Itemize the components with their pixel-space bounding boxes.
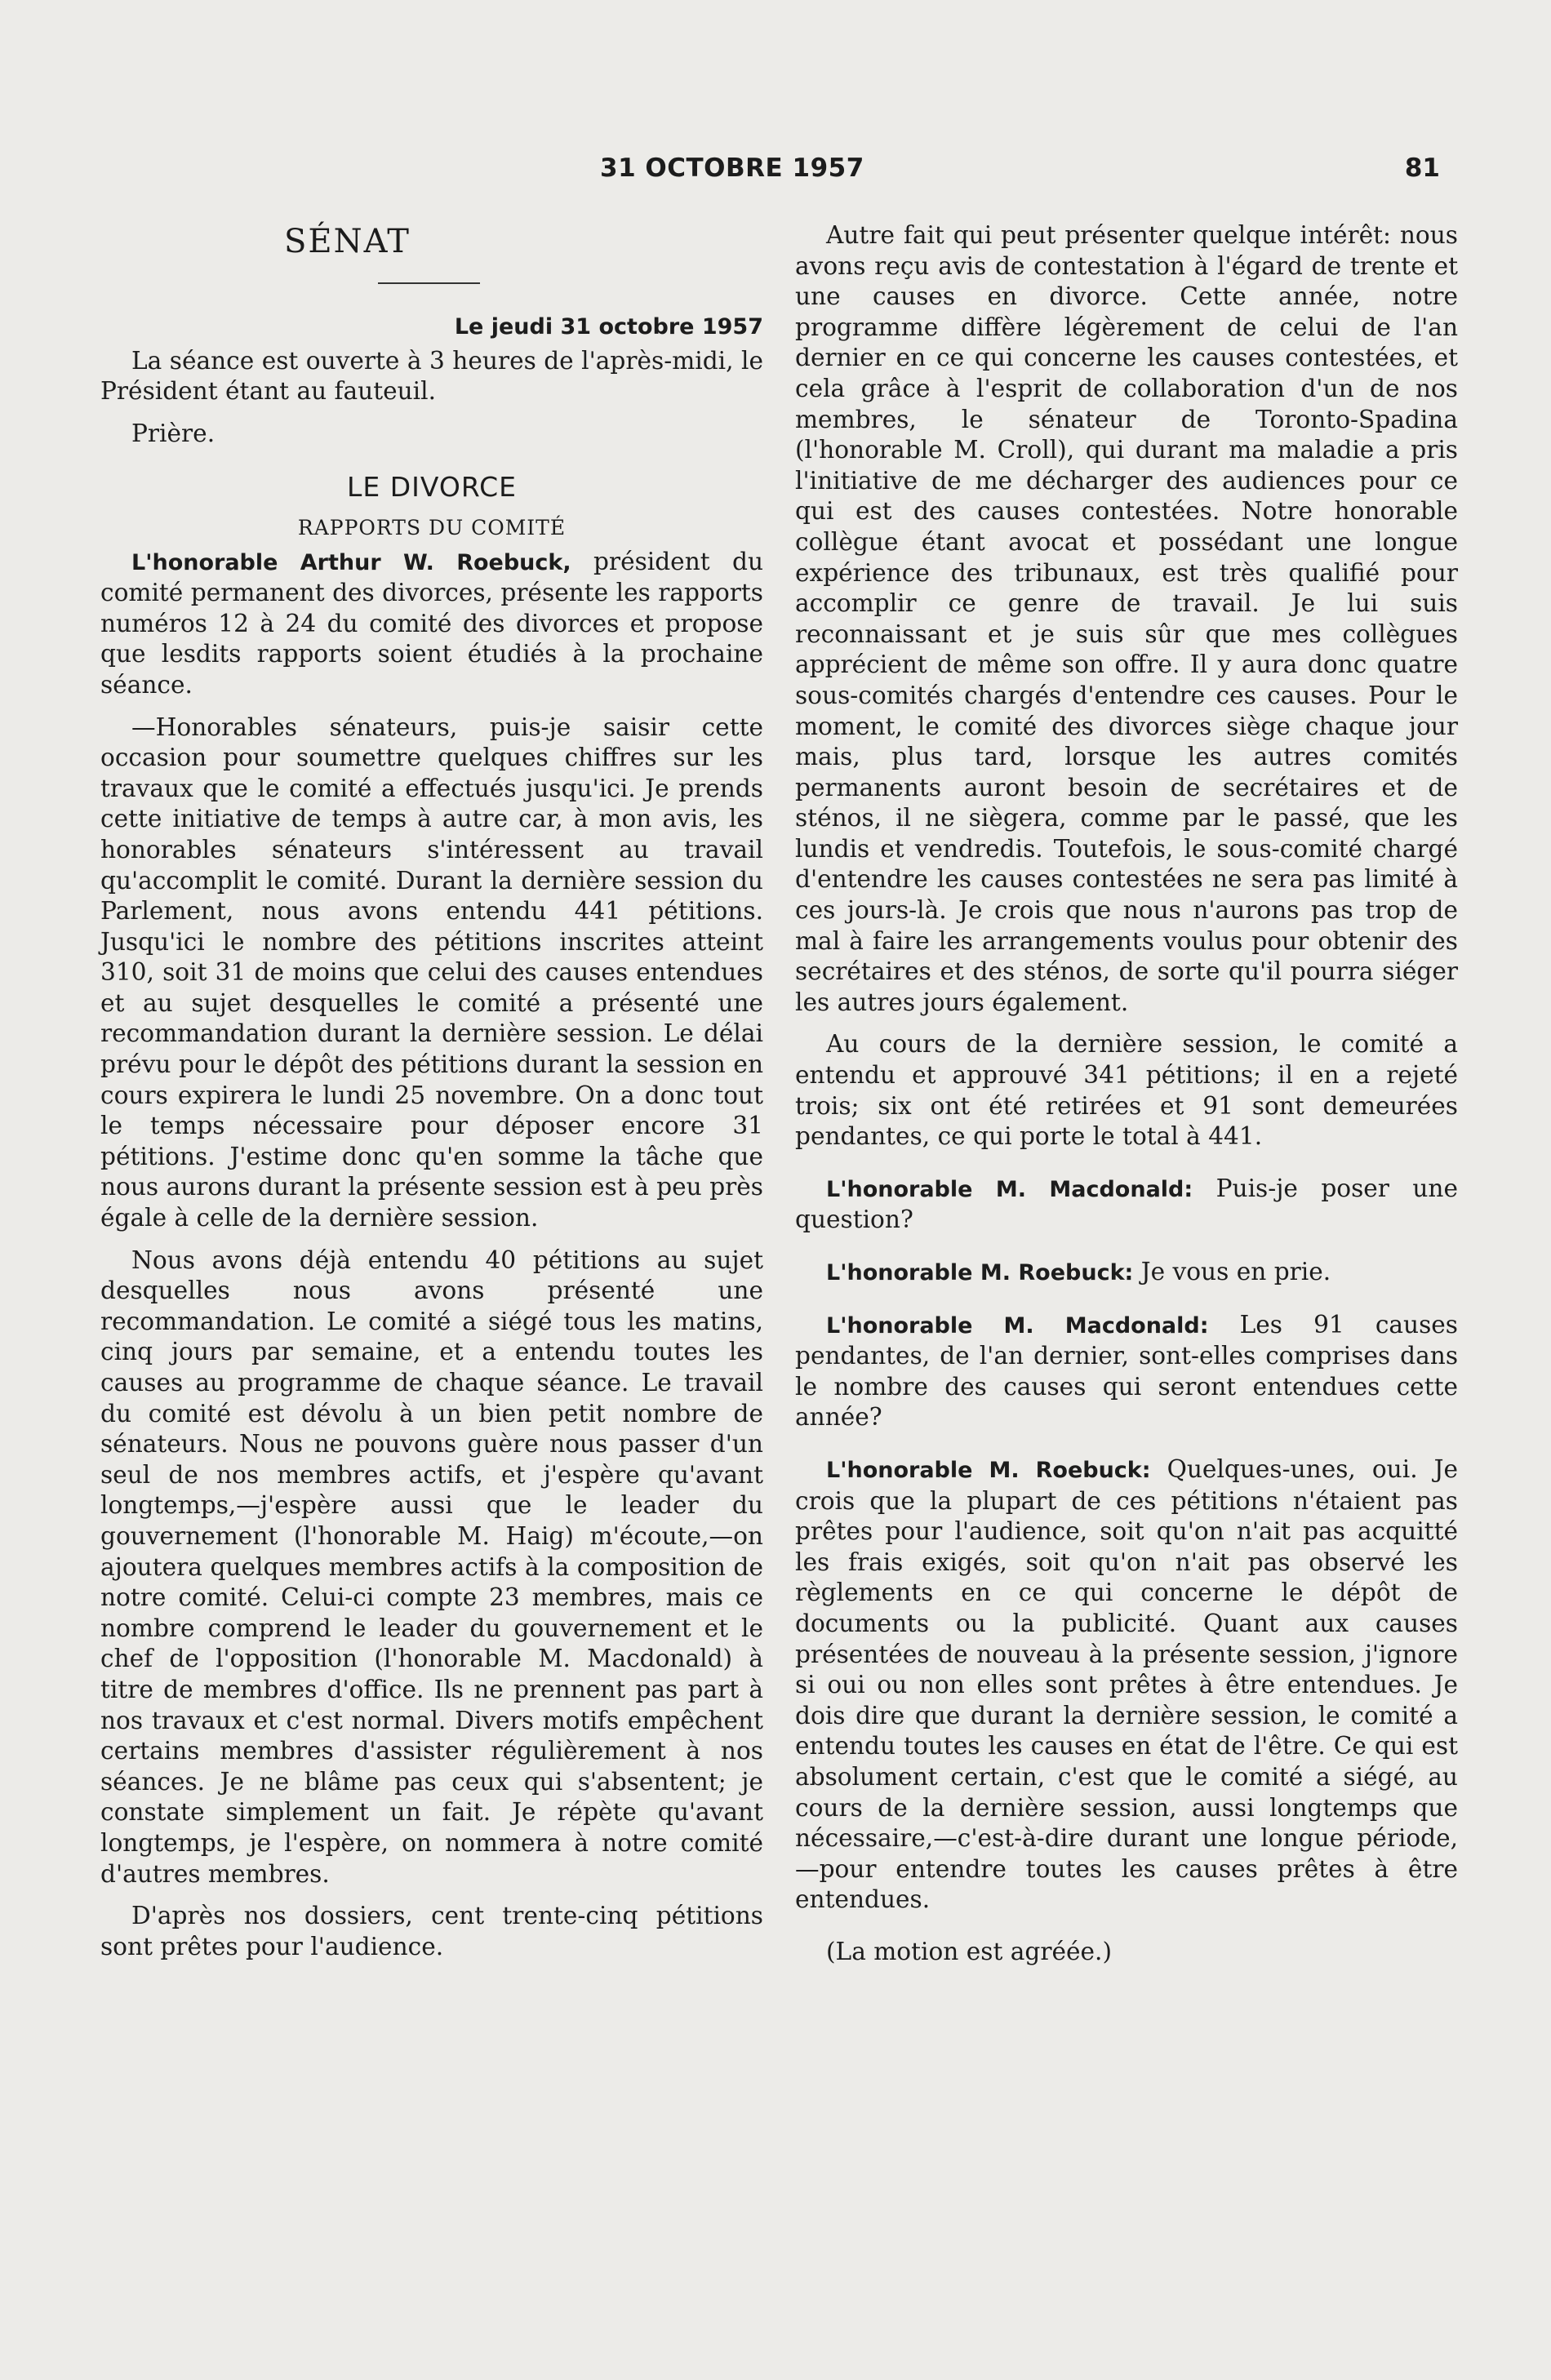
left-column <box>100 222 763 1962</box>
exchange-macdonald-2 <box>795 1310 1458 1433</box>
paragraph-text: Quelques-unes, oui. Je crois que la plupart de ces pétitions n'étaient pas prêtes pour l'audience, soit qu'on n'ait pas acquitté les frais exigés, soit qu'on n'ait pas observé les règlements en ce qui concerne le dépôt de documents ou la publicité. Quant aux causes présentées de nouveau à la présente session, j'ignore si oui ou non elles sont prêtes à être entendues. Je dois dire que durant la dernière session, le comité a entendu toutes les causes en état de l'être. Ce qui est absolument certain, c'est que le comité a siégé, au cours de la dernière session, aussi longtemps que nécessaire,—c'est-à-dire durant une longue période,—pour entendre toutes les causes prêtes à être entendues. <box>795 1454 1459 1914</box>
speaker-name: L'honorable M. Macdonald: <box>826 1312 1209 1339</box>
right-column <box>795 220 1458 1967</box>
exchange-roebuck-2 <box>795 1454 1458 1916</box>
title-rule <box>378 282 480 284</box>
session-date: Le jeudi 31 octobre 1957 <box>454 314 763 340</box>
paragraph-committee-work: Nous avons déjà entendu 40 pétitions au sujet desquelles nous avons présenté une recommandation. Le comité a siégé tous les matins, cinq jours par semaine, et a entendu toutes les causes au programme de chaque séance. Le travail du comité est dévolu à un bien petit nombre de sénateurs. Nous ne pouvons guère nous passer d'un seul de nos membres actifs, et j'espère qu'avant longtemps,—j'espère aussi que le leader du gouvernement (l'honorable M. Haig) m'écoute,—on ajoutera quelques membres actifs à la composition de notre comité. Celui-ci compte 23 membres, mais ce nombre comprend le leader du gouvernement et le chef de l'opposition (l'honorable M. Macdonald) à titre de membres d'office. Ils ne prennent pas part à nos travaux et c'est normal. Divers motifs empêchent certains membres d'assister régulièrement à nos séances. Je ne blâme pas ceux qui s'absentent; je constate simplement un fait. Je répète qu'avant longtemps, je l'espère, on nommera à notre comité d'autres membres. <box>100 1246 763 1888</box>
paragraph-text: président du comité permanent des divorces, présente les rapports numéros 12 à 24 du comité des divorces et propose que lesdits rapports soient étudiés à la prochaine séance. <box>100 547 764 699</box>
speaker-name: L'honorable M. Roebuck: <box>826 1457 1151 1483</box>
paragraph-text: Puis-je poser une question? <box>795 1174 1458 1234</box>
roebuck-motion-paragraph <box>100 547 763 701</box>
page-number: 81 <box>1404 153 1440 183</box>
speaker-name: L'honorable M. Macdonald: <box>826 1176 1193 1202</box>
speaker-name: L'honorable M. Roebuck: <box>826 1260 1134 1285</box>
section-subheading: RAPPORTS DU COMITÉ <box>297 515 567 539</box>
exchange-roebuck-1 <box>795 1257 1458 1289</box>
opening-paragraph: La séance est ouverte à 3 heures de l'après-midi, le Président étant au fauteuil. <box>100 346 763 406</box>
paragraph-text: Je vous en prie. <box>1133 1258 1331 1285</box>
paragraph-contested-causes: Autre fait qui peut présenter quelque intérêt: nous avons reçu avis de contestation à l'égard de trente et une causes en divorce. Cette année, notre programme diffère légèrement de celui de l'an dernier en ce qui concerne les causes contestées, et cela grâce à l'esprit de collaboration d'un de nos membres, le sénateur de Toronto-Spadina (l'honorable M. Croll), qui durant ma maladie a pris l'initiative de me décharger des audiences pour ce qui est des causes contestées. Notre honorable collègue étant avocat et possédant une longue expérience des tribunaux, est très qualifié pour accomplir ce genre de travail. Je lui suis reconnaissant et je suis sûr que mes collègues apprécient de même son offre. Il y aura donc quatre sous-comités chargés d'entendre ces causes. Pour le moment, le comité des divorces siège chaque jour mais, plus tard, lorsque les autres comités permanents auront besoin de secrétaires et de sténos, il ne siègera, comme par le passé, que les lundis et vendredis. Toutefois, le sous-comité chargé d'entendre les causes contestées ne sera pas limité à ces jours-là. Je crois que nous n'aurons pas trop de mal à faire les arrangements voulus pour obtenir des secrétaires et des sténos, de sorte qu'il pourra siéger les autres jours également. <box>795 221 1458 1016</box>
paragraph-last-session-totals: Au cours de la dernière session, le comité a entendu et approuvé 341 pétitions; il en a rejeté trois; six ont été retirées et 91 sont demeurées pendantes, ce qui porte le total à 441. <box>795 1030 1458 1151</box>
exchange-macdonald-1 <box>795 1174 1458 1236</box>
paragraph-petitions-ready: D'après nos dossiers, cent trente-cinq pétitions sont prêtes pour l'audience. <box>100 1902 763 1960</box>
page-header-date: 31 OCTOBRE 1957 <box>600 153 864 183</box>
motion-agreed: (La motion est agréée.) <box>826 1937 1112 1965</box>
paragraph-text: Les 91 causes pendantes, de l'an dernier, sont-elles comprises dans le nombre des causes qui seront entendues cette année? <box>795 1310 1458 1432</box>
section-heading: LE DIVORCE <box>346 471 518 504</box>
speaker-name: L'honorable Arthur W. Roebuck, <box>131 549 571 575</box>
paragraph-figures: —Honorables sénateurs, puis-je saisir cette occasion pour soumettre quelques chiffres sur les travaux que le comité a effectués jusqu'ici. Je prends cette initiative de temps à autre car, à mon avis, les honorables sénateurs s'intéressent au travail qu'accomplit le comité. Durant la dernière session du Parlement, nous avons entendu 441 pétitions. Jusqu'ici le nombre des pétitions inscrites atteint 310, soit 31 de moins que celui des causes entendues et au sujet desquelles le comité a présenté une recommandation durant la dernière session. Le délai prévu pour le dépôt des pétitions durant la session en cours expirera le lundi 25 novembre. On a donc tout le temps nécessaire pour déposer encore 31 pétitions. J'estime donc qu'en somme la tâche que nous aurons durant la présente session est à peu près égale à celle de la dernière session. <box>100 713 763 1232</box>
senate-title: SÉNAT <box>284 223 411 260</box>
prayer-line: Prière. <box>131 419 216 447</box>
